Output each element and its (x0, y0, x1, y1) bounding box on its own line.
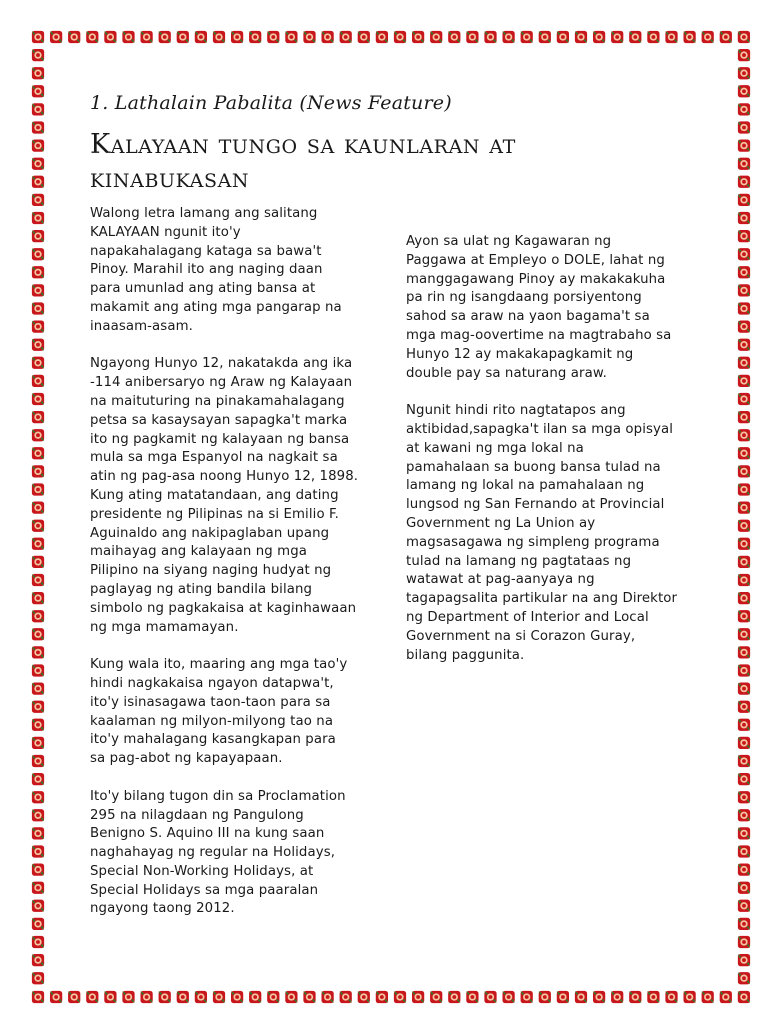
paragraph: Ayon sa ulat ng Kagawaran ng Paggawa at Empleyo o DOLE, lahat ng manggagawang Pinoy ay makakakuha pa rin ng isangdaang porsiyentong sahod sa araw na yaon bagama't sa mga mag-oovertime na magtrabaho sa Hunyo 12 ay makakapagkamit ng double pay sa naturang araw. (406, 234, 672, 381)
paragraph: Ito'y bilang tugon din sa Proclamation 295 na nilagdaan ng Pangulong Benigno S. Aquino III na kung saan naghahayag ng regular na Holidays, Special Non-Working Holidays, at Special Holidays sa mga paaralan ngayong taong 2012. (90, 788, 346, 917)
paragraph: Ngunit hindi rito nagtatapos ang aktibidad,sapagka't ilan sa mga opisyal at kawani ng mga lokal na pamahalaan sa buong bansa tulad na lamang ng lokal na pamahalaan ng lungsod ng San Fernando at Provincial Government ng La Union ay magsasagawa ng simpleng programa tulad na lamang ng pagtataas ng watawat at pag-aanyaya ng tagapagsalita partikular na ang Direktor ng Department of Interior and Local Government na si Corazon Guray, bilang paggunita. (406, 403, 678, 663)
article-title-text: Kalayaan tungo sa kaunlaran at kinabukasan (90, 129, 516, 194)
article-title (90, 128, 650, 196)
paragraph: Ngayong Hunyo 12, nakatakda ang ika -114 anibersaryo ng Araw ng Kalayaan na maituturing na pinakamahalagang petsa sa kasaysayan sapagka't marka ito ng pagkamit ng kalayaan ng bansa mula sa mga Espanyol na nagkait sa atin ng pag-asa noong Hunyo 12, 1898. Kung ating matatandaan, ang dating presidente ng Pilipinas na si Emilio F. Aguinaldo ang nakipaglaban upang maihayag ang kalayaan ng mga Pilipino na siyang naging hudyat ng paglayag ng ating bandila bilang simbolo ng pagkakaisa at kaginhawaan ng mga mamamayan. (90, 356, 359, 635)
right-column (406, 233, 691, 684)
left-column (90, 205, 375, 938)
paragraph: Walong letra lamang ang salitang KALAYAAN ngunit ito'y napakahalagang kataga sa bawa't Pinoy. Marahil ito ang naging daan para umunlad ang ating bansa at makamit ang ating mga pangarap na inaasam-asam. (90, 206, 342, 334)
article-kicker: 1. Lathalain Pabalita (News Feature) (90, 92, 452, 114)
paragraph: Kung wala ito, maaring ang mga tao'y hindi nagkakaisa ngayon datapwa't, ito'y isinasagawa taon-taon para sa kaalaman ng milyon-milyong tao na ito'y mahalagang kasangkapan para sa pag-abot ng kapayapaan. (90, 657, 348, 767)
